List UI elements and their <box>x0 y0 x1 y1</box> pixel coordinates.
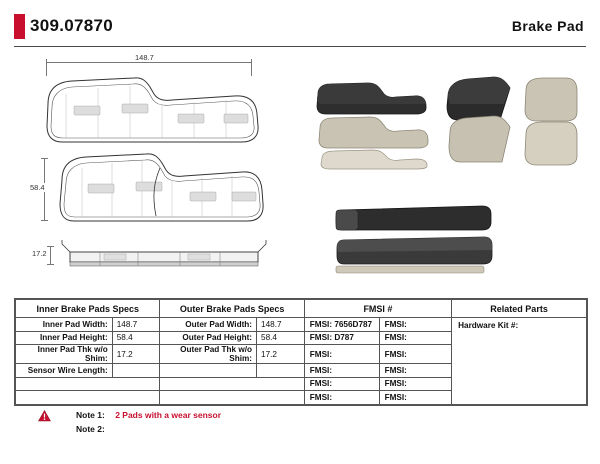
dim-thickness-line <box>50 246 51 264</box>
inner-pad-thk-value: 17.2 <box>112 345 160 364</box>
inner-pad-height-label: Inner Pad Height: <box>16 331 113 345</box>
outer-pad-height-value: 58.4 <box>257 331 305 345</box>
note1-text: 2 Pads with a wear sensor <box>115 410 222 420</box>
fmsi-right-2: FMSI: <box>379 331 452 345</box>
outer-blank-value <box>257 364 305 378</box>
fmsi-left-1: FMSI: 7656D787 <box>304 318 379 332</box>
photo-pad-group-left <box>312 78 432 170</box>
dim-tick-top <box>41 158 48 159</box>
dim-width-line <box>46 62 252 63</box>
dim-width-label: 148.7 <box>135 53 154 62</box>
header <box>14 14 586 47</box>
specs-table <box>14 298 588 406</box>
note1-label: Note 1: <box>76 410 105 420</box>
header-related-parts: Related Parts <box>452 300 587 318</box>
hardware-kit-label: Hardware Kit #: <box>452 318 587 405</box>
fmsi-left-2: FMSI: D787 <box>304 331 379 345</box>
notes-section <box>14 408 586 452</box>
technical-drawings <box>28 50 278 282</box>
sensor-wire-length-value <box>112 364 160 378</box>
dim-thk-tick-top <box>47 246 54 247</box>
dim-thickness-label: 17.2 <box>32 249 47 258</box>
accent-bar <box>14 14 25 39</box>
fmsi-right-6: FMSI: <box>379 391 452 405</box>
fmsi-left-6: FMSI: <box>304 391 379 405</box>
inner-pad-height-value: 58.4 <box>112 331 160 345</box>
inner-pad-drawing <box>56 152 268 228</box>
fmsi-left-3: FMSI: <box>304 345 379 364</box>
warning-triangle-icon <box>38 410 51 422</box>
outer-pad-drawing <box>38 74 264 146</box>
page-title: 309.07870 <box>30 16 114 35</box>
fmsi-right-5: FMSI: <box>379 377 452 391</box>
outer-pad-thk-label: Outer Pad Thk w/o Shim: <box>160 345 257 364</box>
inner-pad-width-value: 148.7 <box>112 318 160 332</box>
fmsi-left-4: FMSI: <box>304 364 379 378</box>
drawing-area <box>14 50 586 290</box>
dim-tick-bottom <box>41 220 48 221</box>
table-header-row <box>16 300 587 318</box>
header-inner-specs: Inner Brake Pads Specs <box>16 300 160 318</box>
fmsi-right-3: FMSI: <box>379 345 452 364</box>
pad-side-view-drawing <box>60 238 268 280</box>
sensor-wire-length-label: Sensor Wire Length: <box>16 364 113 378</box>
inner-pad-thk-label: Inner Pad Thk w/o Shim: <box>16 345 113 364</box>
outer-pad-width-label: Outer Pad Width: <box>160 318 257 332</box>
header-fmsi: FMSI # <box>304 300 451 318</box>
photo-pad-group-right <box>444 74 578 170</box>
header-outer-specs: Outer Brake Pads Specs <box>160 300 304 318</box>
dim-thk-tick-bottom <box>47 264 54 265</box>
inner-pad-width-label: Inner Pad Width: <box>16 318 113 332</box>
table-row <box>16 318 587 332</box>
note2-label: Note 2: <box>76 424 105 434</box>
outer-pad-height-label: Outer Pad Height: <box>160 331 257 345</box>
product-photos <box>304 50 586 282</box>
document-type-label: Brake Pad <box>511 18 584 34</box>
fmsi-right-4: FMSI: <box>379 364 452 378</box>
fmsi-left-5: FMSI: <box>304 377 379 391</box>
dim-height-label: 58.4 <box>30 183 45 192</box>
outer-pad-thk-value: 17.2 <box>257 345 305 364</box>
fmsi-right-1: FMSI: <box>379 318 452 332</box>
outer-blank-label <box>160 364 257 378</box>
outer-pad-width-value: 148.7 <box>257 318 305 332</box>
photo-pad-group-bottom <box>334 200 494 276</box>
